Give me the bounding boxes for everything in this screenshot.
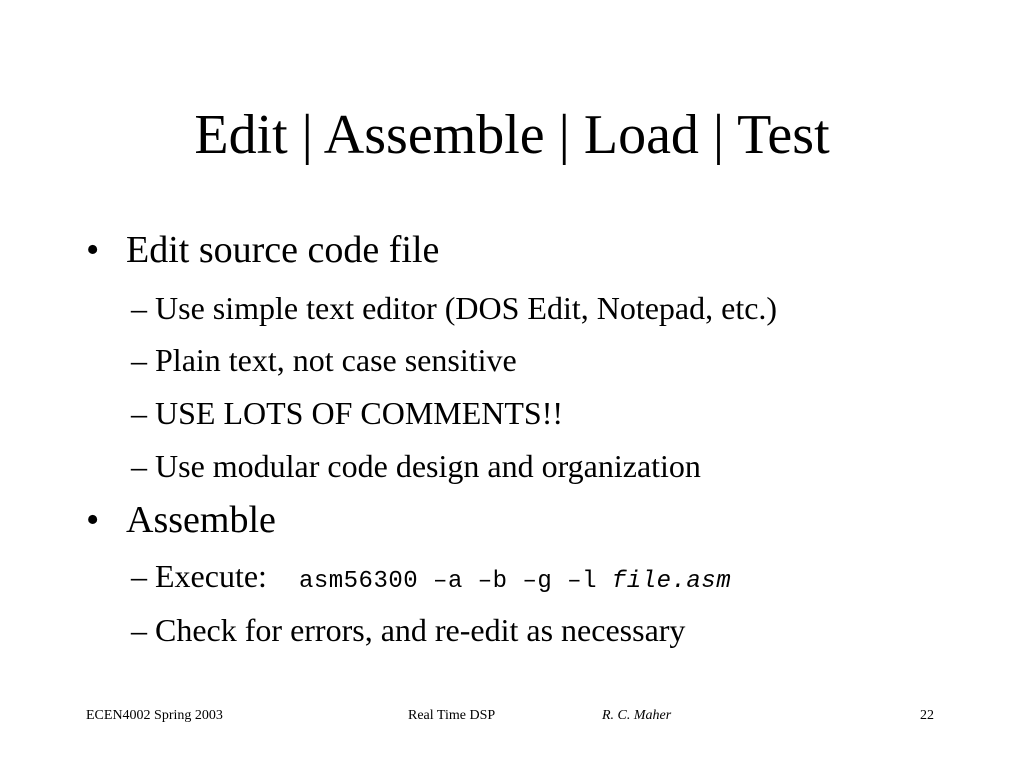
subitem: – USE LOTS OF COMMENTS!! [131,395,564,431]
subitem-execute [131,557,731,601]
execute-label: – Execute: [131,558,267,594]
subitem: – Use modular code design and organization [131,448,701,484]
bullet-text: Edit source code file [126,229,440,271]
footer-topic: Real Time DSP [408,708,496,723]
subitem: – Plain text, not case sensitive [131,342,517,378]
bullet-icon: • [86,229,100,271]
assembler-file: file.asm [611,568,732,595]
bullet-icon: • [86,499,100,541]
assembler-command: asm56300 –a –b –g –l [298,568,612,595]
footer-course: ECEN4002 Spring 2003 [86,708,223,723]
bullet-assemble [86,498,276,542]
bullet-text: Assemble [126,499,276,541]
footer-page-number: 22 [920,708,934,723]
slide-title: Edit | Assemble | Load | Test [194,104,830,166]
subitem: – Use simple text editor (DOS Edit, Notepad, etc.) [131,290,778,326]
bullet-edit [86,228,439,272]
subitem: – Check for errors, and re-edit as necessary [131,612,686,648]
footer-author: R. C. Maher [602,708,672,723]
